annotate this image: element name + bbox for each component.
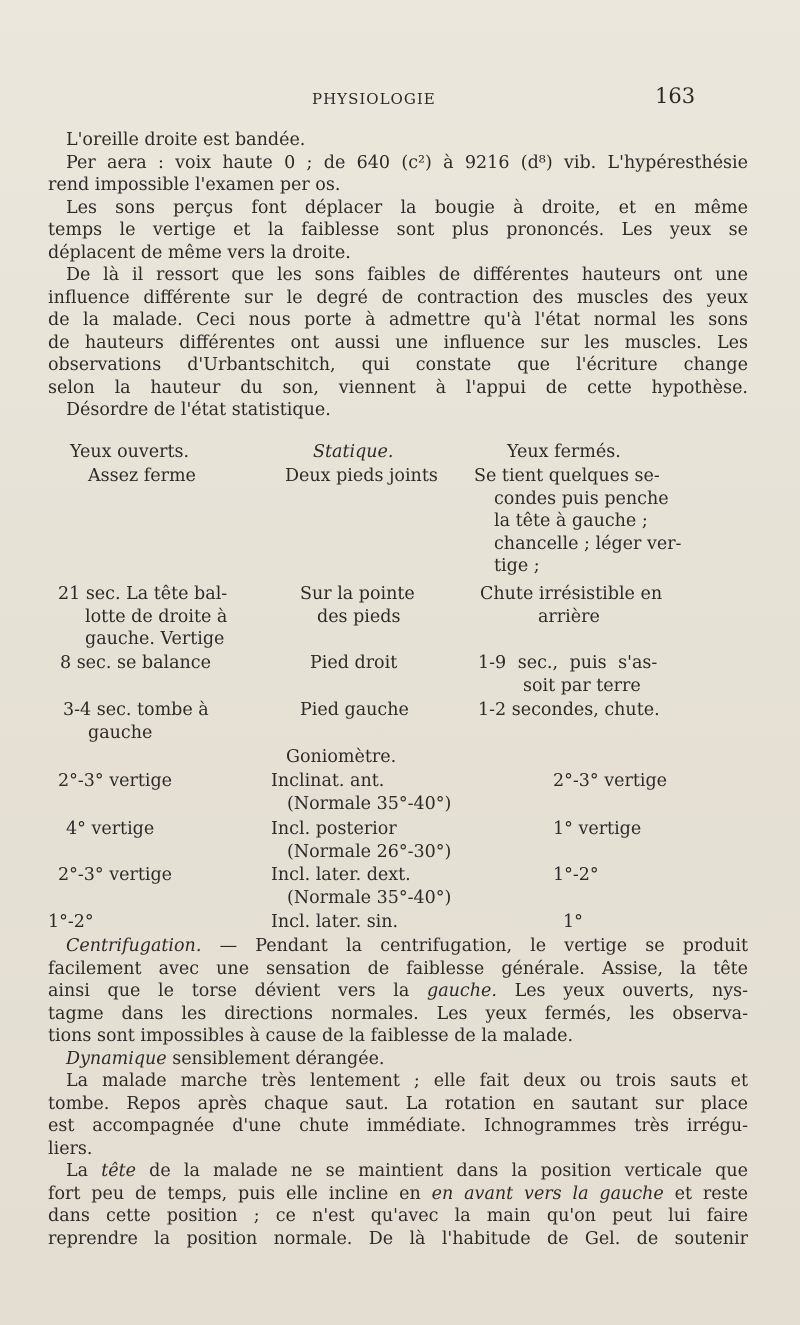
page-number: 163 (655, 84, 696, 108)
gonio-row4-right (563, 911, 583, 934)
dynamique-label: Dynamique (66, 1048, 167, 1069)
table-cell: tige ; (494, 556, 540, 576)
text-line (48, 1048, 748, 1071)
text-line: temps le vertige et la faiblesse sont plus prononcés. Les yeux se (48, 220, 748, 240)
table-cell: 3-4 sec. tombe à (63, 700, 209, 720)
table-cell: 4° vertige (66, 819, 155, 839)
table-cell: 1°-2° (48, 912, 94, 932)
table-cell: (Normale 35°-40°) (287, 793, 452, 814)
text-line: facilement avec une sensation de faiblesse générale. Assise, la tête (48, 958, 748, 979)
text-line: reprendre la position normale. De là l'habitude de Gel. de soutenir (48, 1228, 748, 1249)
text-line (48, 1183, 748, 1206)
gonio-row1-mid (271, 770, 451, 815)
body-text (48, 935, 748, 1250)
table-cell: 8 sec. se balance (60, 653, 211, 673)
row1-mid (285, 465, 438, 488)
row3-left (60, 652, 211, 675)
table-cell: 21 sec. La tête bal- (58, 584, 228, 604)
text-line: De là il ressort que les sons faibles de différentes hauteurs ont une (66, 265, 748, 285)
gonio-row3-right (553, 864, 599, 887)
text-line: tions sont impossibles à cause de la faiblesse de la malade. (48, 1026, 574, 1046)
gonio-row4-mid (271, 911, 398, 934)
text-line: Les sons perçus font déplacer la bougie à droite, et en même (66, 197, 748, 218)
gonio-row3-left (58, 864, 172, 887)
text-run: et reste (663, 1183, 749, 1204)
table-cell: 2°-3° vertige (553, 771, 668, 791)
gonio-row2-left (66, 818, 154, 841)
text-run: Les yeux ouverts, nys- (496, 981, 748, 1001)
table-cell: (Normale 35°-40°) (287, 887, 452, 908)
text-line: tagme dans les directions normales. Les yeux fermés, les observa- (48, 1003, 748, 1024)
table-cell: 2°-3° vertige (58, 865, 173, 885)
row2-left (58, 583, 227, 651)
row3-mid (310, 652, 397, 675)
text-run: sensiblement dérangée. (166, 1048, 385, 1069)
text-line: liers. (48, 1138, 93, 1159)
table-cell: 1-9 sec., puis s'as- (478, 653, 658, 673)
running-head: PHYSIOLOGIE (312, 90, 436, 108)
gonio-row1-left (58, 770, 172, 793)
gonio-row1-right (553, 770, 667, 793)
text-line: La malade marche très lentement ; elle fait deux ou trois sauts et (66, 1071, 748, 1091)
table-cell: Incl. later. sin. (271, 912, 399, 932)
table-cell: 1° (563, 912, 583, 932)
table-cell: gauche (88, 722, 153, 743)
col-left-header (70, 441, 189, 464)
col-mid-header (313, 441, 393, 464)
gonio-row2-right (553, 818, 641, 841)
text-line: de hauteurs différentes ont aussi une influence sur les muscles. Les (48, 332, 748, 353)
text-line: déplacent de même vers la droite. (48, 242, 351, 263)
text-run-italic: en avant vers la gauche (431, 1183, 664, 1204)
header-cell: Yeux ouverts. (70, 442, 190, 462)
row4-right (478, 699, 660, 722)
text-line: est accompagnée d'une chute immédiate. Ichnogrammes très irrégu- (48, 1116, 748, 1136)
intro-text (48, 129, 748, 422)
row2-mid (300, 583, 415, 628)
gonio-title (286, 746, 396, 769)
table-cell: Chute irrésistible en (480, 584, 663, 604)
table-cell: 1-2 secondes, chute. (478, 700, 660, 720)
header-cell: Statique. (313, 442, 394, 462)
row2-right (480, 583, 662, 628)
col-right-header (507, 441, 621, 464)
text-run: ainsi que le torse dévient vers la (48, 981, 427, 1001)
centrifugation-label: Centrifugation. (66, 936, 202, 956)
text-line: Per aera : voix haute 0 ; de 640 (c²) à 9216 (d⁸) vib. L'hypéresthésie (66, 152, 748, 173)
row1-right (474, 465, 681, 578)
table-cell: 1°-2° (553, 865, 599, 885)
table-cell: soit par terre (523, 675, 641, 696)
text-line: influence différente sur le degré de contraction des muscles des yeux (48, 287, 748, 308)
text-line (48, 935, 748, 958)
text-line: rend impossible l'examen per os. (48, 175, 341, 195)
table-cell: Pied gauche (300, 700, 409, 720)
table-cell: condes puis penche (494, 488, 669, 509)
table-cell: Incl. posterior (271, 819, 397, 839)
table-cell: des pieds (317, 606, 401, 627)
table-cell: Goniomètre. (286, 747, 397, 767)
text-line: tombe. Repos après chaque saut. La rotation en sautant sur place (48, 1093, 748, 1114)
page-header (0, 84, 800, 114)
text-run: fort peu de temps, puis elle incline en (48, 1183, 432, 1204)
text-line: observations d'Urbantschitch, qui constate que l'écriture change (48, 355, 748, 375)
table-cell: lotte de droite à (85, 606, 228, 627)
row4-left (63, 699, 209, 744)
table-cell: Assez ferme (88, 466, 196, 486)
table-cell: 2°-3° vertige (58, 771, 173, 791)
table-cell: Pied droit (310, 653, 398, 673)
text-line (48, 1160, 748, 1183)
row3-right (478, 652, 657, 697)
table-cell: Deux pieds joints (285, 466, 438, 486)
table-cell: chancelle ; léger ver- (494, 533, 682, 554)
text-run-italic: tête (101, 1161, 136, 1181)
text-line: Désordre de l'état statistique. (66, 400, 331, 420)
table-cell: Sur la pointe (300, 584, 415, 604)
text-run: de la malade ne se maintient dans la position verticale que (136, 1161, 748, 1181)
header-cell: Yeux fermés. (507, 442, 621, 462)
table-cell: Inclinat. ant. (271, 771, 385, 791)
text-run: La (66, 1161, 102, 1181)
row1-left (88, 465, 196, 488)
table-cell: gauche. Vertige (85, 629, 225, 649)
table-cell: Incl. later. dext. (271, 865, 411, 885)
text-run-italic: gauche. (427, 981, 497, 1001)
table-cell: Se tient quelques se- (474, 466, 660, 486)
text-line (48, 980, 748, 1003)
text-line: dans cette position ; ce n'est qu'avec la main qu'on peut lui faire (48, 1206, 748, 1226)
table-cell: arrière (538, 606, 600, 627)
gonio-row4-left (48, 911, 94, 934)
table-cell: la tête à gauche ; (494, 511, 648, 531)
text-line: de la malade. Ceci nous porte à admettre qu'à l'état normal les sons (48, 310, 748, 330)
text-line: selon la hauteur du son, viennent à l'appui de cette hypothèse. (48, 377, 748, 398)
text-line-rest: — Pendant la centrifugation, le vertige se produit (201, 936, 748, 956)
table-cell: (Normale 26°-30°) (287, 841, 452, 862)
gonio-row2-mid (271, 818, 451, 863)
table-cell: 1° vertige (553, 819, 642, 839)
gonio-row3-mid (271, 864, 451, 909)
row4-mid (300, 699, 409, 722)
text-line: L'oreille droite est bandée. (66, 130, 306, 150)
